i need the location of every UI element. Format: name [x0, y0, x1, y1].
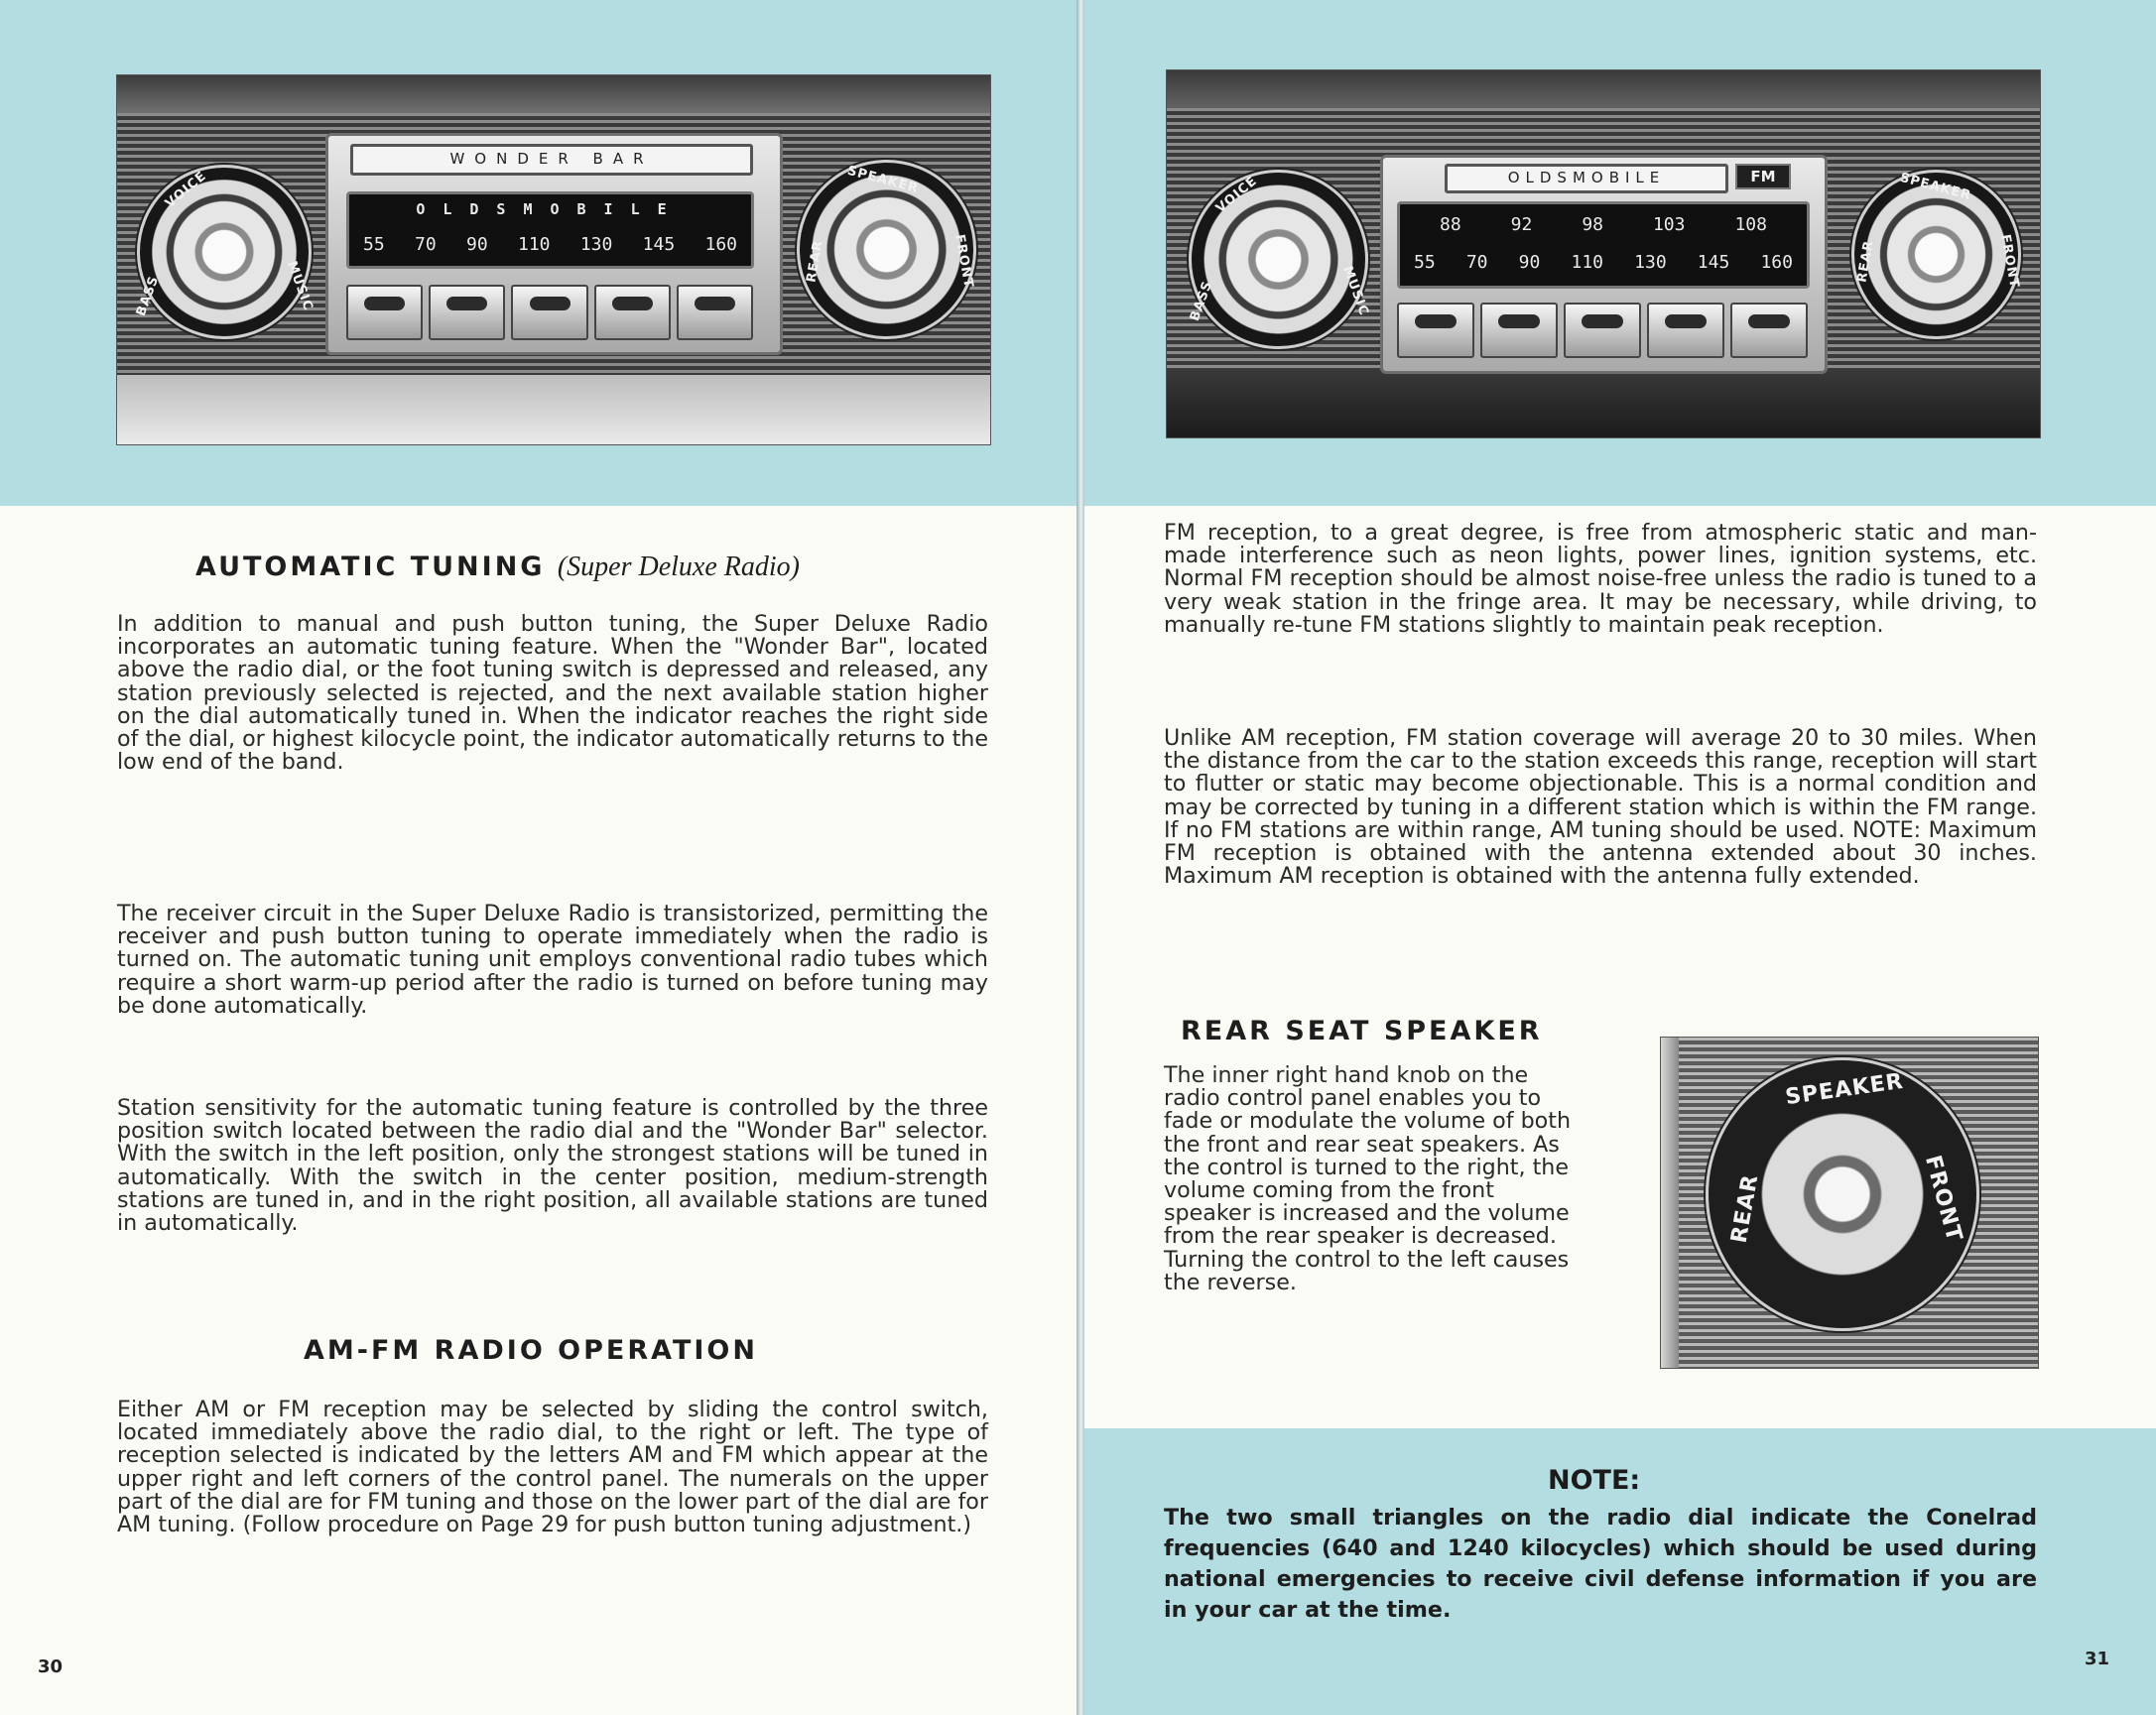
am-tick-label: 110 [518, 234, 551, 255]
push-button [429, 285, 505, 340]
fm-tick-label: 108 [1734, 214, 1767, 235]
fm-scale [1440, 214, 1767, 235]
tone-knob [1189, 170, 1368, 349]
push-button [1480, 303, 1558, 358]
closeup-label-front: FRONT [1919, 1153, 1967, 1245]
knob-label-speaker: SPEAKER [1898, 170, 1973, 204]
fm-tick-label: 88 [1440, 214, 1461, 235]
rear-seat-speaker-paragraph: The inner right hand knob on the radio control panel enables you to fade or modulate the volume of both the front and rear seat speakers. As the control is turned to the right, the volume coming from the front speaker is increased and the volume from the rear speaker is decreased. Turning the control to the left causes the reverse. [1164, 1062, 1572, 1295]
am-tick-label: 130 [1634, 252, 1667, 273]
note-body: The two small triangles on the radio dial indicate the Conelrad frequencies (640 and 1240 kilocycles) which should be used during national emergencies to receive civil defense information if you are in your car at the time. [1164, 1505, 2037, 1623]
super-deluxe-radio-photo [116, 74, 991, 445]
push-button [594, 285, 671, 340]
am-fm-heading: AM-FM RADIO OPERATION [304, 1335, 758, 1366]
push-button [1397, 303, 1474, 358]
knob-label-bass: BASS [133, 274, 163, 318]
dash-top [1167, 70, 2040, 108]
am-tick-label: 130 [579, 234, 613, 255]
closeup-label-speaker: SPEAKER [1783, 1068, 1906, 1111]
page-number: 31 [2085, 1649, 2110, 1669]
brand-bar: OLDSMOBILE [1445, 164, 1728, 193]
knob-label-music: MUSIC [1339, 264, 1372, 318]
am-tick-label: 70 [1465, 252, 1488, 273]
push-button [346, 285, 423, 340]
am-tick-label: 110 [1571, 252, 1603, 273]
push-button [1564, 303, 1641, 358]
push-buttons [1397, 303, 1808, 358]
knob-label-rear: REAR [1854, 239, 1877, 284]
heading-subtitle: (Super Deluxe Radio) [557, 551, 800, 582]
am-tick-label: 145 [642, 234, 676, 255]
tone-knob [137, 165, 312, 339]
push-button [1647, 303, 1724, 358]
dash-bottom [1167, 368, 2040, 437]
knob-label-speaker: SPEAKER [845, 163, 921, 197]
knob-panel-edge [1661, 1038, 1679, 1368]
push-button [511, 285, 587, 340]
rear-seat-speaker-heading: REAR SEAT SPEAKER [1181, 1016, 1543, 1046]
am-tick-label: 90 [466, 234, 488, 255]
fm-tick-label: 92 [1510, 214, 1533, 235]
fm-tick-label: 98 [1582, 214, 1603, 235]
am-tick-label: 160 [1760, 252, 1793, 273]
dash-top [117, 75, 990, 113]
knob-label-voice: VOICE [162, 168, 210, 212]
heading-text: AUTOMATIC TUNING [195, 551, 546, 582]
fm-paragraph-1: FM reception, to a great degree, is free from atmospheric static and man-made interference such as neon lights, power lines, ignition systems, etc. Normal FM reception should be almost noise-free unless the radio is tuned to a very weak station in the fringe area. It may be necessary, while driving, to manually re-tune FM stations slightly to maintain peak reception. [1164, 520, 2037, 638]
fm-indicator: FM [1735, 164, 1791, 189]
closeup-label-rear: REAR [1726, 1171, 1764, 1246]
page-31 [1084, 0, 2156, 1715]
wonder-bar: WONDER BAR [350, 144, 753, 176]
speaker-knob-photo [1660, 1037, 2039, 1369]
automatic-tuning-paragraph-1: In addition to manual and push button tuning, the Super Deluxe Radio incorporates an automatic tuning feature. When the "Wonder Bar", located above the radio dial, or the foot tuning switch is depressed and released, any station previously selected is rejected, and the next available station higher on the dial automatically tuned in. When the indicator reaches the right side of the dial, or highest kilocycle point, the indicator automatically returns to the low end of the band. [117, 611, 988, 776]
dash-bottom [117, 375, 990, 444]
am-tick-label: 70 [415, 234, 437, 255]
am-fm-paragraph: Either AM or FM reception may be selected by sliding the control switch, located immediately above the radio dial, to the right or left. The type of reception selected is indicated by the letters AM and FM which appear at the upper right and left corners of the control panel. The numerals on the upper part of the dial are for FM tuning and those on the lower part of the dial are for AM tuning. (Follow procedure on Page 29 for push button tuning adjustment.) [117, 1397, 988, 1538]
push-button [677, 285, 753, 340]
knob-label-front: FRONT [951, 233, 976, 290]
am-tick-label: 55 [363, 234, 385, 255]
am-tick-label: 145 [1697, 252, 1730, 273]
fm-tick-label: 103 [1652, 214, 1686, 235]
push-button [1730, 303, 1808, 358]
radio-face [1380, 155, 1828, 374]
fm-paragraph-2: Unlike AM reception, FM station coverage will average 20 to 30 miles. When the distance from the car to the station exceeds this range, reception will start to flutter or static may become objectionable. This is a normal condition and may be corrected by tuning in a different station which is within the FM range. If no FM stations are within range, AM tuning should be used. NOTE: Maximum FM reception is obtained with the antenna extended about 30 inches. Maximum AM reception is obtained with the antenna fully extended. [1164, 725, 2037, 890]
note-title: NOTE: [1548, 1465, 1641, 1496]
am-fm-radio-photo [1166, 69, 2041, 438]
knob-label-music: MUSIC [284, 259, 317, 313]
am-fm-dial [1397, 201, 1810, 289]
am-scale [1414, 252, 1793, 273]
automatic-tuning-paragraph-2: The receiver circuit in the Super Deluxe Radio is transistorized, permitting the receiver and push button tuning to operate immediately when the radio is turned on. The automatic tuning unit employs conventional radio tubes which require a short warm-up period after the radio is turned on before tuning may be done automatically. [117, 901, 988, 1019]
am-tick-label: 160 [704, 234, 737, 255]
automatic-tuning-paragraph-3: Station sensitivity for the automatic tuning feature is controlled by the three position switch located between the radio dial and the "Wonder Bar" selector. With the switch in the left position, only the strongest stations will be tuned in automatically. With the switch in the center position, medium-strength stations are tuned in, and in the right position, all available stations are tuned in automatically. [117, 1095, 988, 1237]
am-tick-label: 55 [1414, 252, 1436, 273]
page-number: 30 [38, 1656, 63, 1677]
am-scale [363, 234, 737, 255]
knob-label-front: FRONT [1997, 233, 2022, 290]
push-buttons [346, 285, 753, 340]
radio-face [325, 133, 783, 355]
automatic-tuning-heading [195, 551, 800, 583]
knob-label-rear: REAR [804, 239, 826, 284]
am-dial [346, 191, 754, 269]
am-tick-label: 90 [1518, 252, 1541, 273]
knob-label-bass: BASS [1187, 279, 1216, 323]
knob-label-voice: VOICE [1212, 173, 1261, 217]
dial-brand: OLDSMOBILE [416, 200, 685, 218]
